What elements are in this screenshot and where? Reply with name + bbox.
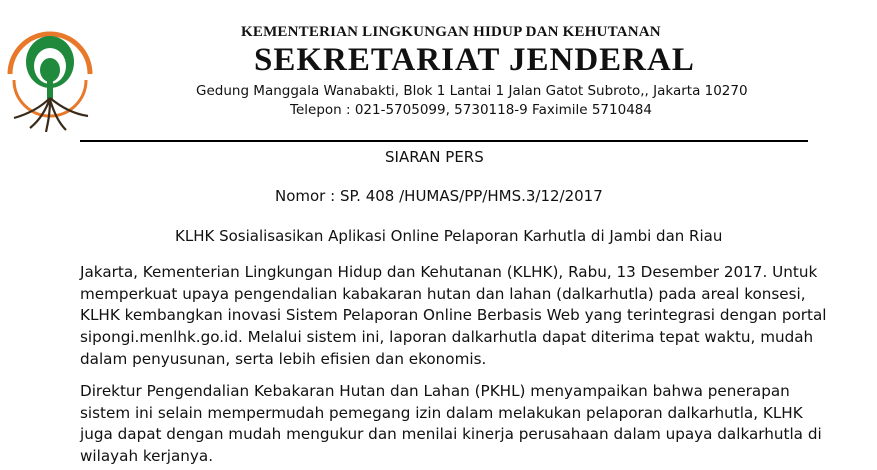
paragraph-line: sistem ini selain mempermudah pemegang izin dalam melakukan pelaporan dalkarhutla, KLHK	[80, 403, 803, 422]
paragraph-line: KLHK kembangkan inovasi Sistem Pelaporan Online Berbasis Web yang terintegrasi dengan portal	[80, 306, 827, 325]
paragraph-line: Direktur Pengendalian Kebakaran Hutan dan Lahan (PKHL) menyampaikan bahwa penerapan	[80, 382, 790, 400]
paragraph-line: sipongi.menlhk.go.id. Melalui sistem ini, laporan dalkarhutla dapat diterima tepat waktu, mudah	[80, 328, 814, 347]
organization-name: KEMENTERIAN LINGKUNGAN HIDUP DAN KEHUTANAN	[241, 24, 661, 40]
paragraph-line: juga dapat dengan mudah mengukur dan menilai kinerja perusahaan dalam upaya dalkarhutla di	[80, 425, 822, 444]
header-divider	[80, 140, 808, 142]
paragraph-line: wilayah kerjanya.	[80, 447, 214, 466]
klhk-logo-icon	[0, 22, 100, 132]
department-name: SEKRETARIAT JENDERAL	[254, 42, 695, 78]
paragraph-2	[80, 381, 820, 468]
document-type-label: SIARAN PERS	[385, 148, 484, 166]
paragraph-line: memperkuat upaya pengendalian kabakaran hutan dan lahan (dalkarhutla) pada areal konsesi,	[80, 284, 806, 303]
phone-line: Telepon : 021-5705099, 5730118-9 Faximile 5710484	[290, 102, 652, 118]
paragraph-line: Jakarta, Kementerian Lingkungan Hidup dan Kehutanan (KLHK), Rabu, 13 Desember 2017. Untuk	[80, 263, 818, 281]
paragraph-line: dalam penyusunan, serta lebih efisien dan ekonomis.	[80, 349, 487, 368]
address-line: Gedung Manggala Wanabakti, Blok 1 Lantai 1 Jalan Gatot Subroto,, Jakarta 10270	[196, 83, 748, 99]
document-title: KLHK Sosialisasikan Aplikasi Online Pelaporan Karhutla di Jambi dan Riau	[175, 227, 723, 245]
document-number: Nomor : SP. 408 /HUMAS/PP/HMS.3/12/2017	[275, 187, 603, 205]
paragraph-1	[80, 262, 827, 371]
